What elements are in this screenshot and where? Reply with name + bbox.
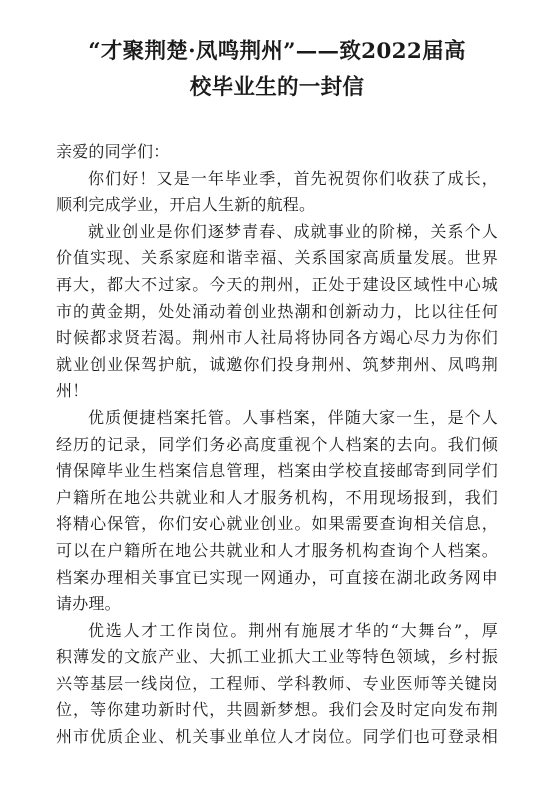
paragraph-archives [56, 405, 498, 618]
paragraph-line: 顺利完成学业，开启人生新的航程。 [56, 195, 316, 215]
paragraph-line: 经历的记录，同学们务必高度重视个人档案的去向。我们倾 [56, 434, 498, 454]
paragraph-line: 州市优质企业、机关事业单位人才岗位。同学们也可登录相 [56, 727, 498, 747]
paragraph-positions [56, 618, 498, 751]
paragraph-line: 市的黄金期，处处涌动着创业热潮和创新动力，比以往任何 [56, 301, 498, 321]
paragraph-line: 优质便捷档案托管。人事档案，伴随大家一生，是个人 [88, 407, 498, 427]
paragraph-line: 档案办理相关事宜已实现一网通办，可直接在湖北政务网申 [56, 567, 498, 587]
paragraph-line: 情保障毕业生档案信息管理，档案由学校直接邮寄到同学们 [56, 461, 498, 481]
letter-body [56, 139, 498, 751]
paragraph-line: 你们好！又是一年毕业季，首先祝贺你们收获了成长， [88, 168, 498, 188]
paragraph-line: 再大，都大不过家。今天的荆州，正处于建设区域性中心城 [56, 274, 498, 294]
paragraph-line: 时候都求贤若渴。荆州市人社局将协同各方竭心尽力为你们 [56, 328, 498, 348]
paragraph-line: 优选人才工作岗位。荆州有施展才华的“大舞台”，厚 [88, 620, 498, 640]
salutation: 亲爱的同学们： [56, 142, 170, 161]
title-line-2: 校毕业生的一封信 [189, 75, 365, 100]
letter-title [56, 34, 498, 106]
paragraph-line: 兴等基层一线岗位，工程师、学科教师、专业医师等关键岗 [56, 673, 498, 693]
paragraph-line: 户籍所在地公共就业和人才服务机构，不用现场报到，我们 [56, 487, 498, 507]
paragraph-line: 就业创业保驾护航，诚邀你们投身荆州、筑梦荆州、凤鸣荆 [56, 354, 498, 374]
paragraph-line: 价值实现、关系家庭和谐幸福、关系国家高质量发展。世界 [56, 248, 498, 268]
paragraph-employment [56, 219, 498, 405]
paragraph-line: 位，等你建功新时代，共圆新梦想。我们会及时定向发布荆 [56, 700, 498, 720]
paragraph-line: 将精心保管，你们安心就业创业。如果需要查询相关信息， [56, 514, 498, 534]
paragraph-greeting [56, 166, 498, 219]
title-line-1: “才聚荆楚·凤鸣荆州”——致2022届高 [88, 39, 466, 64]
paragraph-line: 请办理。 [56, 594, 121, 614]
paragraph-line: 就业创业是你们逐梦青春、成就事业的阶梯，关系个人 [88, 221, 498, 241]
paragraph-line: 可以在户籍所在地公共就业和人才服务机构查询个人档案。 [56, 540, 498, 560]
paragraph-line: 州！ [56, 381, 89, 401]
paragraph-line: 积薄发的文旅产业、大抓工业抓大工业等特色领域，乡村振 [56, 647, 498, 667]
